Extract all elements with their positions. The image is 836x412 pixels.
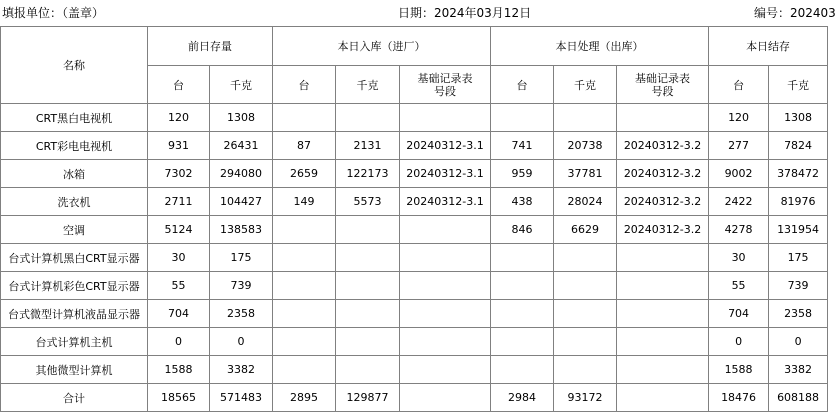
prev-kg-cell: 3382 [210,356,273,384]
out-tai-cell [491,244,554,272]
in-record-cell [400,328,491,356]
in-record-cell [400,356,491,384]
out-tai-cell: 959 [491,160,554,188]
in-kg-cell [336,216,400,244]
in-tai-cell: 2895 [273,384,336,412]
balance-kg-cell: 7824 [769,132,828,160]
balance-tai-cell: 30 [709,244,769,272]
prev-kg-cell: 2358 [210,300,273,328]
row-name-cell: 冰箱 [1,160,148,188]
table-row [1,356,828,384]
balance-kg-cell: 378472 [769,160,828,188]
out-record-cell [617,300,709,328]
in-record-cell [400,216,491,244]
prev-tai-cell: 55 [148,272,210,300]
out-kg-cell: 37781 [554,160,617,188]
row-name-cell: 合计 [1,384,148,412]
in-kg-cell [336,300,400,328]
balance-kg-cell: 0 [769,328,828,356]
in-record-cell [400,244,491,272]
prev-kg-cell: 26431 [210,132,273,160]
balance-kg-cell: 3382 [769,356,828,384]
table-row [1,272,828,300]
inventory-table [0,26,828,412]
in-tai-cell [273,104,336,132]
table-row [1,132,828,160]
in-record-cell [400,104,491,132]
prev-tai-cell: 704 [148,300,210,328]
out-record-cell [617,328,709,356]
out-kg-cell [554,104,617,132]
prev-kg-cell: 0 [210,328,273,356]
out-tai-cell [491,272,554,300]
out-tai-cell [491,104,554,132]
row-name-cell: 台式计算机彩色CRT显示器 [1,272,148,300]
out-kg-cell [554,272,617,300]
in-record-cell: 20240312-3.1 [400,132,491,160]
in-tai-cell [273,300,336,328]
table-row [1,160,828,188]
prev-tai-cell: 0 [148,328,210,356]
table-row [1,300,828,328]
out-kg-cell: 28024 [554,188,617,216]
unit-header-tai: 台 [709,66,769,104]
balance-tai-cell: 9002 [709,160,769,188]
in-kg-cell [336,272,400,300]
column-name-header: 名称 [1,27,148,104]
record-range-header [617,66,709,104]
row-name-cell: 台式微型计算机液晶显示器 [1,300,148,328]
row-name-cell: 台式计算机主机 [1,328,148,356]
row-name-cell: CRT黑白电视机 [1,104,148,132]
in-tai-cell: 87 [273,132,336,160]
prev-kg-cell: 104427 [210,188,273,216]
header-row-groups [1,27,828,66]
prev-kg-cell: 1308 [210,104,273,132]
in-record-cell: 20240312-3.1 [400,188,491,216]
prev-tai-cell: 1588 [148,356,210,384]
in-kg-cell [336,356,400,384]
balance-tai-cell: 55 [709,272,769,300]
balance-tai-cell: 2422 [709,188,769,216]
row-name-cell: 台式计算机黑白CRT显示器 [1,244,148,272]
reporting-unit-label: 填报单位：（盖章） [2,6,105,20]
in-tai-cell [273,328,336,356]
in-record-cell [400,272,491,300]
row-name-cell: 其他微型计算机 [1,356,148,384]
record-range-header [400,66,491,104]
in-tai-cell [273,216,336,244]
out-record-cell [617,272,709,300]
out-kg-cell: 20738 [554,132,617,160]
prev-tai-cell: 7302 [148,160,210,188]
balance-tai-cell: 4278 [709,216,769,244]
balance-kg-cell: 81976 [769,188,828,216]
row-name-cell: 空调 [1,216,148,244]
in-tai-cell [273,272,336,300]
report-header [0,0,836,27]
unit-header-tai: 台 [491,66,554,104]
out-record-cell [617,384,709,412]
out-record-cell: 20240312-3.2 [617,188,709,216]
out-kg-cell: 6629 [554,216,617,244]
prev-kg-cell: 571483 [210,384,273,412]
balance-tai-cell: 277 [709,132,769,160]
out-kg-cell [554,356,617,384]
in-tai-cell: 2659 [273,160,336,188]
report-code-label: 编号：202403 [754,6,836,20]
unit-header-kg: 千克 [336,66,400,104]
prev-tai-cell: 931 [148,132,210,160]
balance-tai-cell: 0 [709,328,769,356]
in-kg-cell: 122173 [336,160,400,188]
balance-kg-cell: 739 [769,272,828,300]
table-row [1,328,828,356]
balance-kg-cell: 608188 [769,384,828,412]
in-kg-cell [336,104,400,132]
report-date-label: 日期：2024年03月12日 [398,6,532,20]
prev-kg-cell: 739 [210,272,273,300]
out-record-cell: 20240312-3.2 [617,132,709,160]
prev-tai-cell: 120 [148,104,210,132]
prev-kg-cell: 294080 [210,160,273,188]
prev-tai-cell: 5124 [148,216,210,244]
balance-kg-cell: 2358 [769,300,828,328]
in-tai-cell [273,356,336,384]
out-kg-cell [554,328,617,356]
in-tai-cell: 149 [273,188,336,216]
prev-tai-cell: 18565 [148,384,210,412]
group-header-inbound: 本日入库（进厂） [273,27,491,66]
out-tai-cell: 2984 [491,384,554,412]
in-tai-cell [273,244,336,272]
out-kg-cell [554,244,617,272]
out-tai-cell [491,300,554,328]
row-name-cell: CRT彩电电视机 [1,132,148,160]
balance-tai-cell: 18476 [709,384,769,412]
out-record-cell [617,244,709,272]
out-record-cell [617,356,709,384]
table-row [1,104,828,132]
record-header-line1: 基础记录表 [417,71,473,85]
record-header-line2: 号段 [651,84,674,98]
group-header-processed: 本日处理（出库） [491,27,709,66]
record-header-line1: 基础记录表 [635,71,691,85]
unit-header-tai: 台 [148,66,210,104]
group-header-prev-stock: 前日存量 [148,27,273,66]
table-row [1,188,828,216]
out-tai-cell [491,356,554,384]
balance-kg-cell: 175 [769,244,828,272]
out-kg-cell [554,300,617,328]
unit-header-tai: 台 [273,66,336,104]
out-tai-cell [491,328,554,356]
balance-tai-cell: 1588 [709,356,769,384]
out-record-cell: 20240312-3.2 [617,216,709,244]
in-record-cell: 20240312-3.1 [400,160,491,188]
table-row [1,244,828,272]
in-record-cell [400,300,491,328]
out-tai-cell: 846 [491,216,554,244]
row-name-cell: 洗衣机 [1,188,148,216]
balance-tai-cell: 120 [709,104,769,132]
table-row [1,216,828,244]
record-header-line2: 号段 [434,84,457,98]
balance-kg-cell: 131954 [769,216,828,244]
in-record-cell [400,384,491,412]
in-kg-cell [336,244,400,272]
out-tai-cell: 741 [491,132,554,160]
prev-kg-cell: 175 [210,244,273,272]
unit-header-kg: 千克 [554,66,617,104]
group-header-balance: 本日结存 [709,27,828,66]
in-kg-cell: 5573 [336,188,400,216]
out-record-cell [617,104,709,132]
balance-tai-cell: 704 [709,300,769,328]
out-record-cell: 20240312-3.2 [617,160,709,188]
unit-header-kg: 千克 [769,66,828,104]
out-kg-cell: 93172 [554,384,617,412]
prev-tai-cell: 2711 [148,188,210,216]
out-tai-cell: 438 [491,188,554,216]
balance-kg-cell: 1308 [769,104,828,132]
prev-tai-cell: 30 [148,244,210,272]
in-kg-cell: 129877 [336,384,400,412]
prev-kg-cell: 138583 [210,216,273,244]
in-kg-cell [336,328,400,356]
unit-header-kg: 千克 [210,66,273,104]
in-kg-cell: 2131 [336,132,400,160]
total-row [1,384,828,412]
